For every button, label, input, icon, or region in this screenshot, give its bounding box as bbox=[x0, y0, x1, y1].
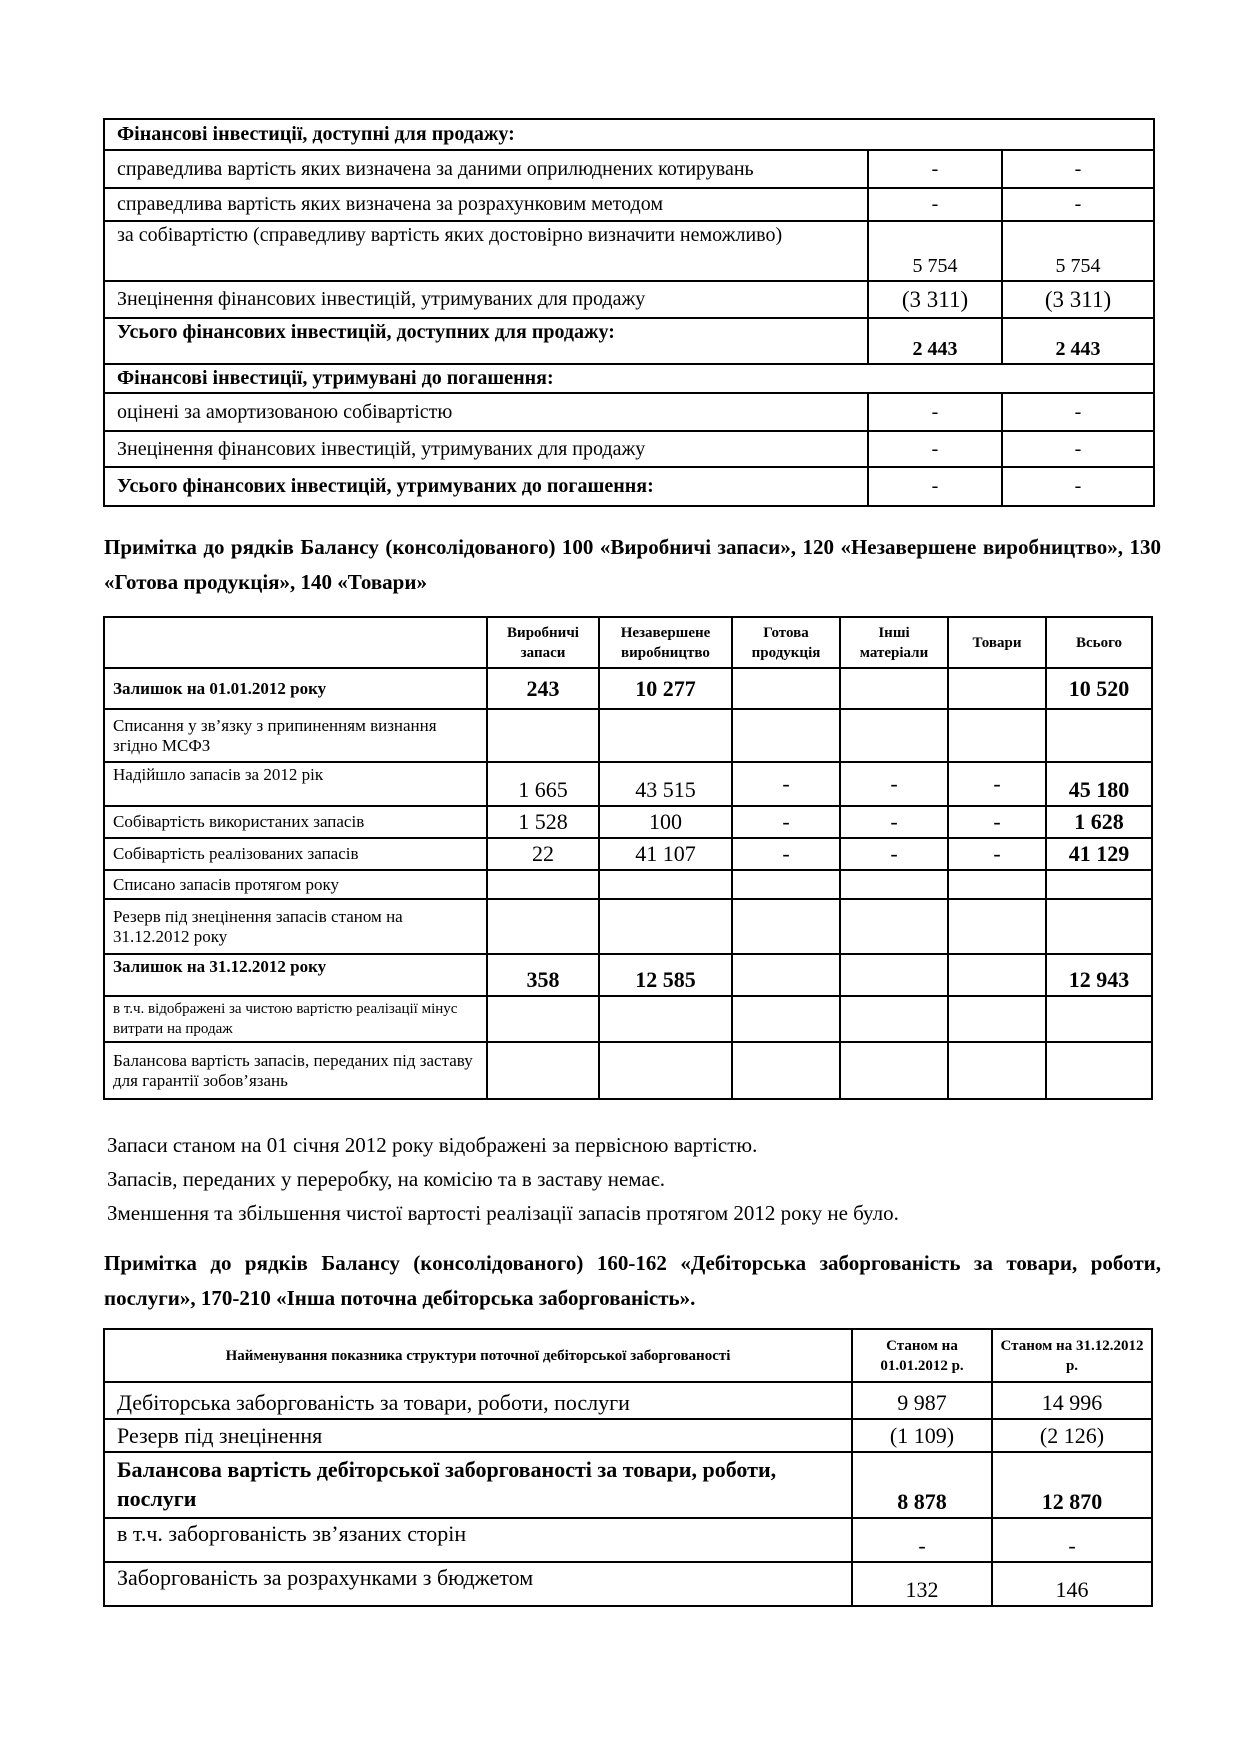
paragraph: Запасів, переданих у переробку, на комісію та в заставу немає. bbox=[107, 1167, 666, 1191]
value-cell: 5 754 bbox=[868, 221, 1002, 281]
value-cell: - bbox=[732, 762, 840, 806]
paragraph: Зменшення та збільшення чистої вартості реалізації запасів протягом 2012 року не було. bbox=[107, 1201, 899, 1225]
row-label: Списано запасів протягом року bbox=[104, 870, 487, 899]
row-label: Балансова вартість дебіторської заборгованості за товари, роботи, послуги bbox=[104, 1452, 852, 1518]
table-row bbox=[104, 281, 1154, 318]
value-cell: 14 996 bbox=[992, 1382, 1152, 1419]
table-row bbox=[104, 1452, 1152, 1518]
value-cell: 43 515 bbox=[599, 762, 732, 806]
value-cell bbox=[599, 870, 732, 899]
value-cell bbox=[840, 709, 948, 762]
row-label: за собівартістю (справедливу вартість яких достовірно визначити неможливо) bbox=[104, 221, 868, 281]
row-label: Резерв під знецінення bbox=[104, 1419, 852, 1452]
value-cell: 12 585 bbox=[599, 954, 732, 996]
value-cell: - bbox=[732, 806, 840, 838]
value-cell bbox=[732, 996, 840, 1042]
value-cell: (3 311) bbox=[1002, 281, 1154, 318]
table-row bbox=[104, 1382, 1152, 1419]
row-label: Резерв під знецінення запасів станом на 31.12.2012 року bbox=[104, 899, 487, 954]
value-cell bbox=[948, 899, 1046, 954]
inventory-note-heading: Примітка до рядків Балансу (консолідованого) 100 «Виробничі запаси», 120 «Незавершене виробництво», 130 «Готова продукція», 140 «Товари» bbox=[104, 535, 1161, 594]
value-cell bbox=[1046, 1042, 1152, 1099]
value-cell: 45 180 bbox=[1046, 762, 1152, 806]
table-header-row bbox=[104, 617, 1152, 668]
table-row bbox=[104, 996, 1152, 1042]
value-cell: - bbox=[948, 762, 1046, 806]
value-cell: 12 870 bbox=[992, 1452, 1152, 1518]
column-header: Готова продукція bbox=[732, 617, 840, 668]
value-cell: 22 bbox=[487, 838, 599, 870]
row-label: справедлива вартість яких визначена за розрахунковим методом bbox=[104, 188, 868, 221]
table-row bbox=[104, 318, 1154, 364]
value-cell bbox=[487, 899, 599, 954]
value-cell bbox=[487, 709, 599, 762]
value-cell bbox=[948, 954, 1046, 996]
inventory-table bbox=[103, 616, 1153, 1100]
value-cell bbox=[948, 668, 1046, 709]
value-cell: 10 277 bbox=[599, 668, 732, 709]
row-label: Надійшло запасів за 2012 рік bbox=[104, 762, 487, 806]
table-row bbox=[104, 870, 1152, 899]
value-cell bbox=[1046, 899, 1152, 954]
value-cell: - bbox=[868, 188, 1002, 221]
value-cell: (2 126) bbox=[992, 1419, 1152, 1452]
column-header: Інші матеріали bbox=[840, 617, 948, 668]
value-cell: 1 628 bbox=[1046, 806, 1152, 838]
value-cell bbox=[732, 668, 840, 709]
value-cell: 5 754 bbox=[1002, 221, 1154, 281]
table-row bbox=[104, 668, 1152, 709]
value-cell: 132 bbox=[852, 1562, 992, 1606]
table-row bbox=[104, 1562, 1152, 1606]
column-header: Виробничі запаси bbox=[487, 617, 599, 668]
value-cell: - bbox=[992, 1518, 1152, 1562]
value-cell bbox=[948, 870, 1046, 899]
financial-investments-table bbox=[103, 118, 1155, 507]
value-cell: 243 bbox=[487, 668, 599, 709]
table-row bbox=[104, 393, 1154, 431]
value-cell: 9 987 bbox=[852, 1382, 992, 1419]
value-cell bbox=[487, 1042, 599, 1099]
value-cell: - bbox=[840, 762, 948, 806]
value-cell: - bbox=[868, 467, 1002, 506]
table-row bbox=[104, 188, 1154, 221]
value-cell: - bbox=[1002, 431, 1154, 467]
value-cell bbox=[948, 996, 1046, 1042]
value-cell: 100 bbox=[599, 806, 732, 838]
table-row bbox=[104, 1518, 1152, 1562]
table-row bbox=[104, 431, 1154, 467]
row-label: Балансова вартість запасів, переданих під заставу для гарантії зобов’язань bbox=[104, 1042, 487, 1099]
header-empty-cell bbox=[104, 617, 487, 668]
value-cell: - bbox=[840, 806, 948, 838]
value-cell bbox=[732, 1042, 840, 1099]
row-label: Списання у зв’язку з припиненням визнання згідно МСФЗ bbox=[104, 709, 487, 762]
value-cell: - bbox=[868, 431, 1002, 467]
table-row bbox=[104, 467, 1154, 506]
row-label: Собівартість використаних запасів bbox=[104, 806, 487, 838]
value-cell bbox=[599, 996, 732, 1042]
value-cell bbox=[1046, 996, 1152, 1042]
value-cell bbox=[599, 1042, 732, 1099]
value-cell: - bbox=[852, 1518, 992, 1562]
value-cell: - bbox=[868, 150, 1002, 188]
value-cell: 8 878 bbox=[852, 1452, 992, 1518]
value-cell bbox=[840, 870, 948, 899]
value-cell bbox=[732, 709, 840, 762]
value-cell bbox=[948, 1042, 1046, 1099]
row-label: Дебіторська заборгованість за товари, роботи, послуги bbox=[104, 1382, 852, 1419]
value-cell bbox=[1046, 709, 1152, 762]
value-cell: (3 311) bbox=[868, 281, 1002, 318]
value-cell bbox=[487, 996, 599, 1042]
value-cell bbox=[840, 954, 948, 996]
table-row bbox=[104, 762, 1152, 806]
row-label: в т.ч. заборгованість зв’язаних сторін bbox=[104, 1518, 852, 1562]
table-row bbox=[104, 954, 1152, 996]
value-cell: - bbox=[1002, 188, 1154, 221]
row-label: в т.ч. відображені за чистою вартістю реалізації мінус витрати на продаж bbox=[104, 996, 487, 1042]
value-cell: 146 bbox=[992, 1562, 1152, 1606]
value-cell bbox=[840, 899, 948, 954]
table-row bbox=[104, 221, 1154, 281]
value-cell bbox=[840, 668, 948, 709]
value-cell bbox=[732, 870, 840, 899]
section-header: Фінансові інвестиції, доступні для продажу: bbox=[104, 119, 1154, 150]
value-cell bbox=[1046, 870, 1152, 899]
table-row bbox=[104, 119, 1154, 150]
row-label: Собівартість реалізованих запасів bbox=[104, 838, 487, 870]
row-label: Знецінення фінансових інвестицій, утримуваних для продажу bbox=[104, 281, 868, 318]
value-cell: 1 665 bbox=[487, 762, 599, 806]
paragraph: Запаси станом на 01 січня 2012 року відображені за первісною вартістю. bbox=[107, 1133, 758, 1157]
column-header: Незавершене виробництво bbox=[599, 617, 732, 668]
value-cell: 41 107 bbox=[599, 838, 732, 870]
value-cell: - bbox=[732, 838, 840, 870]
value-cell: - bbox=[840, 838, 948, 870]
row-label: Залишок на 31.12.2012 року bbox=[104, 954, 487, 996]
column-header: Станом на 31.12.2012 р. bbox=[992, 1329, 1152, 1382]
value-cell: - bbox=[868, 393, 1002, 431]
row-label: Усього фінансових інвестицій, доступних для продажу: bbox=[104, 318, 868, 364]
table-row bbox=[104, 838, 1152, 870]
row-label: справедлива вартість яких визначена за даними оприлюднених котирувань bbox=[104, 150, 868, 188]
value-cell bbox=[840, 1042, 948, 1099]
value-cell: 2 443 bbox=[1002, 318, 1154, 364]
value-cell bbox=[599, 899, 732, 954]
value-cell bbox=[840, 996, 948, 1042]
column-header: Всього bbox=[1046, 617, 1152, 668]
row-label: оцінені за амортизованою собівартістю bbox=[104, 393, 868, 431]
column-header: Станом на 01.01.2012 р. bbox=[852, 1329, 992, 1382]
table-row bbox=[104, 1042, 1152, 1099]
value-cell bbox=[948, 709, 1046, 762]
value-cell: (1 109) bbox=[852, 1419, 992, 1452]
value-cell: - bbox=[1002, 393, 1154, 431]
column-header: Найменування показника структури поточної дебіторської заборгованості bbox=[104, 1329, 852, 1382]
value-cell bbox=[599, 709, 732, 762]
value-cell: - bbox=[948, 806, 1046, 838]
value-cell: - bbox=[948, 838, 1046, 870]
receivables-note-heading: Примітка до рядків Балансу (консолідованого) 160-162 «Дебіторська заборгованість за товари, роботи, послуги», 170-210 «Інша поточна дебіторська заборгованість». bbox=[104, 1251, 1161, 1310]
column-header: Товари bbox=[948, 617, 1046, 668]
row-label: Заборгованість за розрахунками з бюджетом bbox=[104, 1562, 852, 1606]
table-row bbox=[104, 899, 1152, 954]
value-cell: 1 528 bbox=[487, 806, 599, 838]
row-label: Усього фінансових інвестицій, утримуваних до погашення: bbox=[104, 467, 868, 506]
value-cell bbox=[487, 870, 599, 899]
table-row bbox=[104, 364, 1154, 393]
table-row bbox=[104, 806, 1152, 838]
value-cell bbox=[732, 954, 840, 996]
table-header-row bbox=[104, 1329, 1152, 1382]
table-row bbox=[104, 1419, 1152, 1452]
receivables-table bbox=[103, 1328, 1153, 1607]
value-cell: 41 129 bbox=[1046, 838, 1152, 870]
value-cell bbox=[732, 899, 840, 954]
table-row bbox=[104, 150, 1154, 188]
value-cell: 358 bbox=[487, 954, 599, 996]
value-cell: 10 520 bbox=[1046, 668, 1152, 709]
table-row bbox=[104, 709, 1152, 762]
value-cell: - bbox=[1002, 150, 1154, 188]
value-cell: 2 443 bbox=[868, 318, 1002, 364]
value-cell: - bbox=[1002, 467, 1154, 506]
value-cell: 12 943 bbox=[1046, 954, 1152, 996]
row-label: Знецінення фінансових інвестицій, утримуваних для продажу bbox=[104, 431, 868, 467]
section-header: Фінансові інвестиції, утримувані до погашення: bbox=[104, 364, 1154, 393]
row-label: Залишок на 01.01.2012 року bbox=[104, 668, 487, 709]
